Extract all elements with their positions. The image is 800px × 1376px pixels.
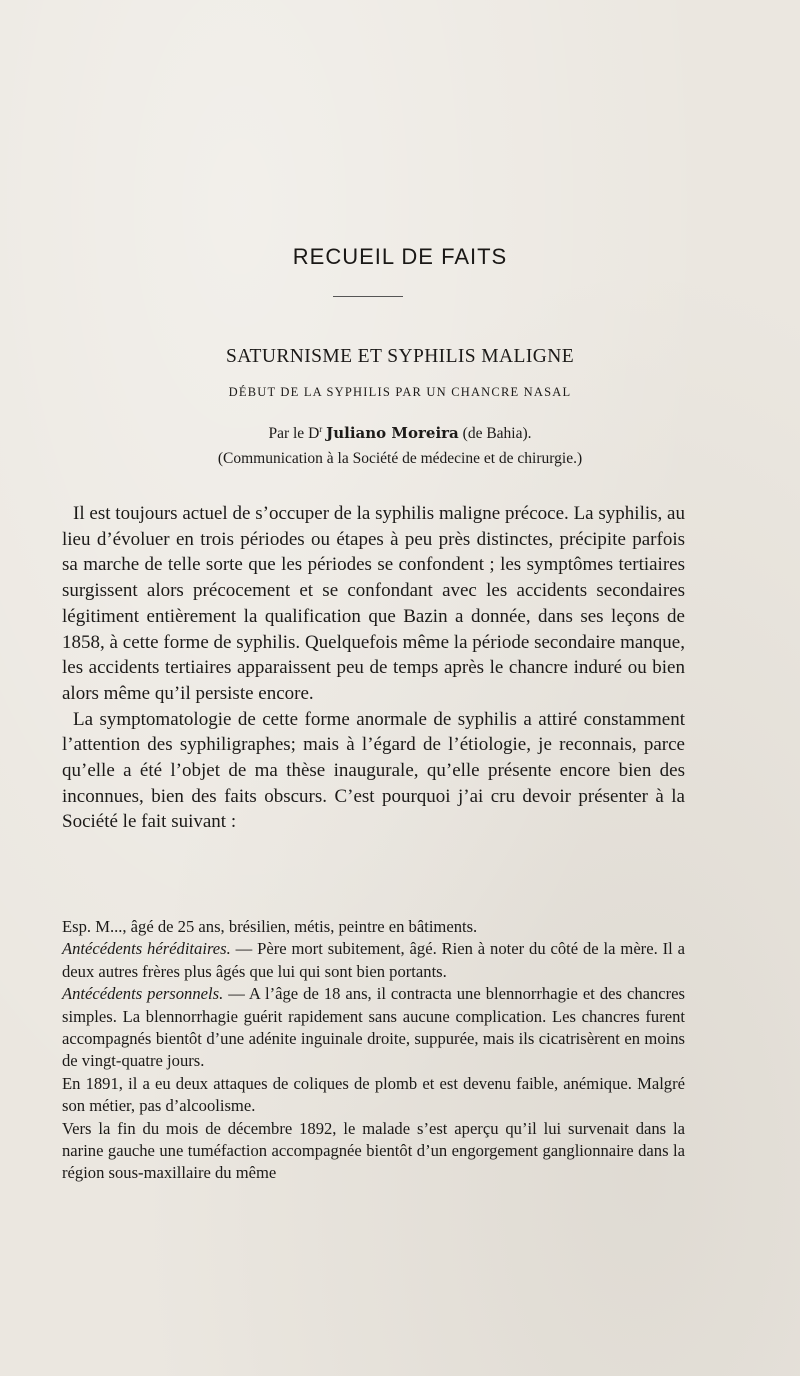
section-title: RECUEIL DE FAITS: [292, 244, 508, 269]
case-report: [62, 916, 685, 1185]
author-location: (de Bahia).: [462, 425, 532, 442]
hereditary-label: Antécédents héréditaires.: [62, 939, 231, 959]
byline: [0, 424, 800, 443]
intro-text: [62, 501, 685, 835]
hereditary-text: — Père mort subitement, âgé. Rien à noter du côté de la mère. Il a deux autres frères plus âgés que lui qui sont bien portants.: [62, 939, 685, 981]
personal-text: — A l’âge de 18 ans, il contracta une blennorrhagie et des chancres simples. La blennorrhagie guérit rapidement sans aucune complication. Les chancres furent accompagnés bientôt d’une adénite inguinale droite, suppurée, mais ils cicatrisèrent en moins de vingt-quatre jours.: [62, 984, 686, 1071]
personal-paragraph: [62, 983, 685, 1073]
title-divider: [333, 296, 403, 297]
byline-prefix-sup: r: [319, 423, 323, 434]
communication-note: (Communication à la Société de médecine et de chirurgie.): [217, 450, 583, 467]
byline-prefix: Par le D: [268, 425, 320, 442]
intro-paragraph: La symptomatologie de cette forme anormale de syphilis a attiré constamment l’attention des syphiligraphes; mais à l’égard de l’étiologie, je reconnais, parce qu’elle a été l’objet de ma thèse inaugurale, qu’elle présente encore bien des inconnues, bien des faits obscurs. C’est pourquoi j’ai cru devoir présenter à la Société le fait suivant :: [62, 708, 685, 833]
patient-line: Esp. M..., âgé de 25 ans, brésilien, métis, peintre en bâtiments.: [62, 917, 478, 936]
article-subtitle: DÉBUT DE LA SYPHILIS PAR UN CHANCRE NASAL: [228, 385, 572, 399]
article-title: SATURNISME ET SYPHILIS MALIGNE: [225, 346, 575, 367]
author-name: Juliano Moreira: [326, 424, 459, 442]
hereditary-paragraph: [62, 938, 685, 983]
lead-paragraph: En 1891, il a eu deux attaques de coliques de plomb et est devenu faible, anémique. Malgré son métier, pas d’alcoolisme.: [62, 1073, 685, 1116]
onset-paragraph: Vers la fin du mois de décembre 1892, le malade s’est aperçu qu’il lui survenait dans la narine gauche une tuméfaction accompagnée bientôt d’un engorgement ganglionnaire dans la région sous-maxillaire du même: [62, 1118, 685, 1183]
personal-label: Antécédents personnels.: [62, 984, 224, 1004]
intro-paragraph: Il est toujours actuel de s’occuper de la syphilis maligne précoce. La syphilis, au lieu d’évoluer en trois périodes ou étapes à peu près distinctes, précipite parfois sa marche de telle sorte que les périodes se confondent ; les symptômes tertiaires surgissent alors précocement et se confondant avec les accidents secondaires légitiment entièrement la qualification que Bazin a donnée, dans ses leçons de 1858, à cette forme de syphilis. Quelquefois même la période secondaire manque, les accidents tertiaires apparaissent peu de temps après le chancre induré ou bien alors même qu’il persiste encore.: [62, 503, 685, 704]
